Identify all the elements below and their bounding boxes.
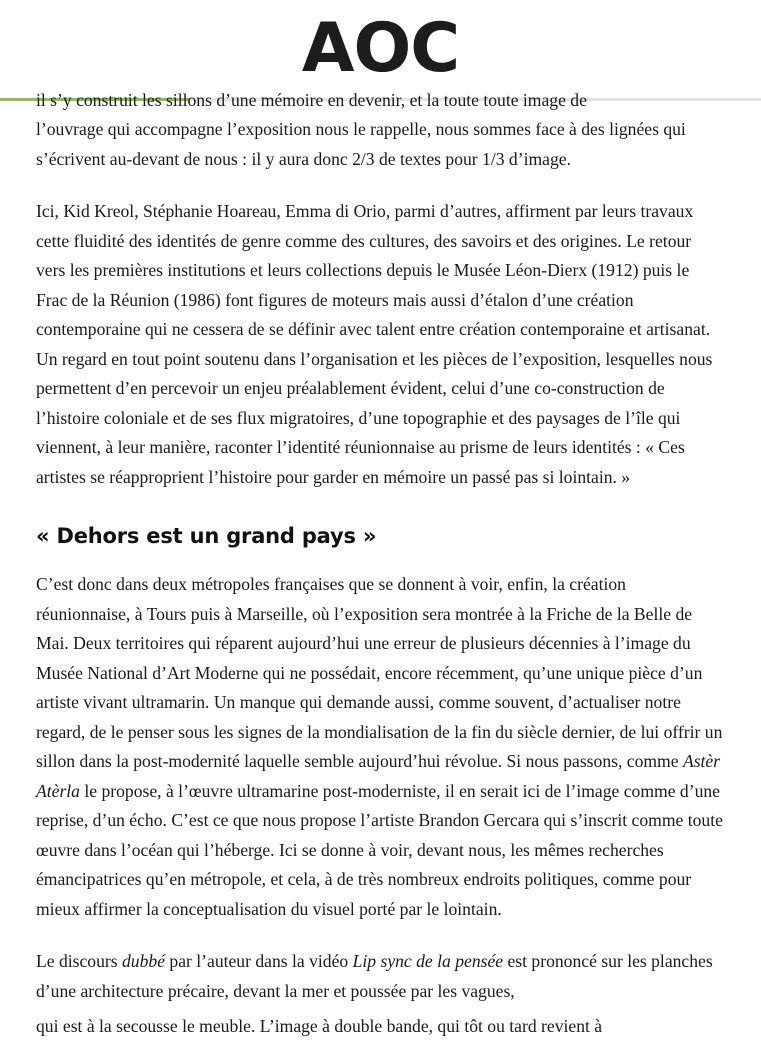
paragraph-mixed (36, 947, 723, 1006)
site-masthead (0, 0, 761, 98)
text-run: Le discours (36, 951, 122, 971)
paragraph: l’ouvrage qui accompagne l’exposition nous le rappelle, nous sommes face à des lignées qui s’écrivent au-devant de nous : il y aura donc 2/3 de textes pour 1/3 d’image. (36, 119, 686, 169)
clipped-top-line-text: il s’y construit les sillons d’une mémoire en devenir, et la toute toute image de (36, 90, 587, 110)
text-run-italic: Lip sync de la pensée (352, 951, 504, 971)
clipped-bottom-line (36, 1016, 723, 1041)
paragraph-mixed (36, 570, 723, 924)
text-run: C’est donc dans deux métropoles françaises que se donnent à voir, enfin, la création réunionnaise, à Tours puis à Marseille, où l’exposition sera montrée à la Friche de la Belle de Mai. Deux territoires qui réparent aujourd’hui une erreur de plusieurs décennies à l’image du Musée National d’Art Moderne qui ne possédait, encore récemment, qu’une unique pièce d’un artiste vivant ultramarin. Un manque qui demande aussi, comme souvent, d’actualiser notre regard, de le penser sous les signes de la mondialisation de la fin du siècle dernier, de lui offrir un sillon dans la post-modernité laquelle semble aujourd’hui révolue. Si nous passons, comme (36, 574, 723, 771)
text-run: par l’auteur dans la vidéo (165, 951, 353, 971)
section-heading: « Dehors est un grand pays » (36, 524, 377, 548)
text-run: est prononcé sur les planches d’une architecture précaire, devant la mer et poussée par les vagues, (36, 951, 713, 1001)
aoc-logo[interactable]: AOC (301, 9, 460, 88)
text-run: le propose, à l’œuvre ultramarine post-moderniste, il en serait ici de l’image comme d’une reprise, d’un écho. C’est ce que nous propose l’artiste Brandon Gercara qui s’inscrit comme toute œuvre dans l’océan qui l’héberge. Ici se donne à voir, devant nous, les mêmes recherches émancipatrices qu’en métropole, et cela, à de très nombreux endroits politiques, comme pour mieux affirmer la conceptualisation du visuel porté par le lointain. (36, 780, 723, 919)
clipped-top-line (36, 90, 723, 115)
article-body (0, 90, 761, 1041)
text-run-italic: Astèr Atèrla (36, 751, 721, 801)
paragraph: Ici, Kid Kreol, Stéphanie Hoareau, Emma di Orio, parmi d’autres, affirment par leurs travaux cette fluidité des identités de genre comme des cultures, des savoirs et des origines. Le retour vers les premières institutions et leurs collections depuis le Musée Léon-Dierx (1912) puis le Frac de la Réunion (1986) font figures de moteurs mais aussi d’étalon d’une création contemporaine qui ne cessera de se définir avec talent entre création contemporaine et artisanat. Un regard en tout point soutenu dans l’organisation et les pièces de l’exposition, lesquelles nous permettent d’en percevoir un enjeu préalablement évident, celui d’une co-construction de l’histoire coloniale et de ses flux migratoires, d’une topographie et des paysages de l’île qui viennent, à leur manière, raconter l’identité réunionnaise au prisme de leurs identités : « Ces artistes se réapproprient l’histoire pour garder en mémoire un passé pas si lointain. » (36, 201, 713, 487)
clipped-bottom-line-text: qui est à la secousse le meuble. L’image à double bande, qui tôt ou tard revient à (36, 1016, 603, 1036)
text-run-italic: dubbé (122, 951, 165, 971)
